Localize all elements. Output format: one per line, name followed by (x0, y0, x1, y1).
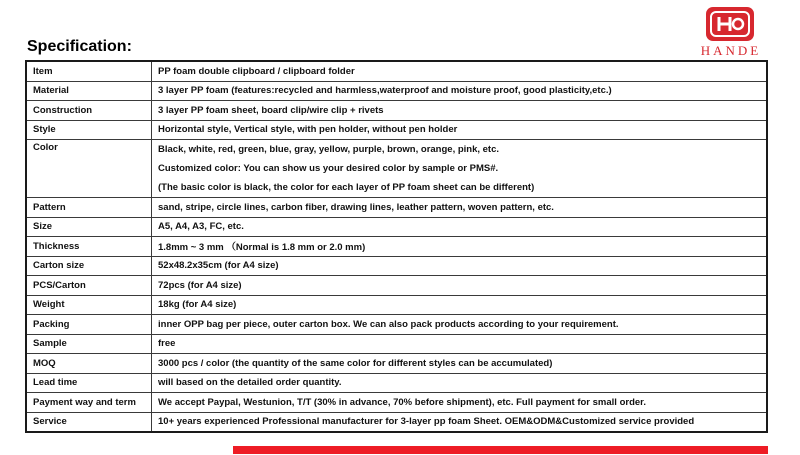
row-label: PCS/Carton (26, 276, 152, 296)
row-value: 18kg (for A4 size) (152, 295, 768, 315)
row-value: sand, stripe, circle lines, carbon fiber, drawing lines, leather pattern, woven pattern, etc. (152, 198, 768, 218)
spec-row-item (26, 61, 767, 81)
row-value: PP foam double clipboard / clipboard folder (152, 61, 768, 81)
logo-mark-icon (700, 6, 760, 44)
spec-row-pcs-carton (26, 276, 767, 296)
page-title: Specification: (27, 38, 132, 55)
spec-row-weight (26, 295, 767, 315)
row-label: Carton size (26, 256, 152, 276)
row-label: Packing (26, 315, 152, 335)
row-label: Lead time (26, 373, 152, 393)
hande-logo (668, 6, 794, 56)
row-value: 72pcs (for A4 size) (152, 276, 768, 296)
spec-row-thickness (26, 237, 767, 257)
row-value: 3 layer PP foam sheet, board clip/wire clip + rivets (152, 101, 768, 121)
row-value (152, 140, 768, 198)
spec-row-payment (26, 393, 767, 413)
row-label: Pattern (26, 198, 152, 218)
row-label: Construction (26, 101, 152, 121)
color-line: Black, white, red, green, blue, gray, yellow, purple, brown, orange, pink, etc. (158, 144, 500, 155)
row-value: Horizontal style, Vertical style, with pen holder, without pen holder (152, 120, 768, 140)
row-label: Thickness (26, 237, 152, 257)
spec-row-construction (26, 101, 767, 121)
spec-row-sample (26, 334, 767, 354)
row-label: Service (26, 412, 152, 432)
row-value: inner OPP bag per piece, outer carton box. We can also pack products according to your requirement. (152, 315, 768, 335)
accent-bar (233, 446, 768, 454)
spec-row-color (26, 140, 767, 198)
row-label: Material (26, 81, 152, 101)
logo-wordmark: HANDE (700, 43, 762, 58)
row-label: MOQ (26, 354, 152, 374)
row-value: 3000 pcs / color (the quantity of the same color for different styles can be accumulated) (152, 354, 768, 374)
color-line: Customized color: You can show us your desired color by sample or PMS#. (158, 163, 499, 174)
spec-row-packing (26, 315, 767, 335)
specification-table (25, 60, 768, 433)
row-value: 10+ years experienced Professional manufacturer for 3-layer pp foam Sheet. OEM&ODM&Customized service provided (152, 412, 768, 432)
row-label: Sample (26, 334, 152, 354)
color-line: (The basic color is black, the color for each layer of PP foam sheet can be different) (158, 182, 535, 193)
spec-row-moq (26, 354, 767, 374)
spec-row-pattern (26, 198, 767, 218)
row-value: free (152, 334, 768, 354)
row-value: will based on the detailed order quantity. (152, 373, 768, 393)
row-label: Payment way and term (26, 393, 152, 413)
row-label: Color (26, 140, 152, 198)
spec-row-material (26, 81, 767, 101)
spec-row-size (26, 217, 767, 237)
row-value: 1.8mm ~ 3 mm （Normal is 1.8 mm or 2.0 mm) (152, 237, 768, 257)
row-label: Style (26, 120, 152, 140)
row-value: We accept Paypal, Westunion, T/T (30% in advance, 70% before shipment), etc. Full payment for small order. (152, 393, 768, 413)
spec-row-service (26, 412, 767, 432)
row-label: Item (26, 61, 152, 81)
row-label: Size (26, 217, 152, 237)
row-value: 52x48.2x35cm (for A4 size) (152, 256, 768, 276)
spec-row-lead-time (26, 373, 767, 393)
spec-row-style (26, 120, 767, 140)
row-label: Weight (26, 295, 152, 315)
spec-row-carton-size (26, 256, 767, 276)
row-value: 3 layer PP foam (features:recycled and harmless,waterproof and moisture proof, good plasticity,etc.) (152, 81, 768, 101)
row-value: A5, A4, A3, FC, etc. (152, 217, 768, 237)
